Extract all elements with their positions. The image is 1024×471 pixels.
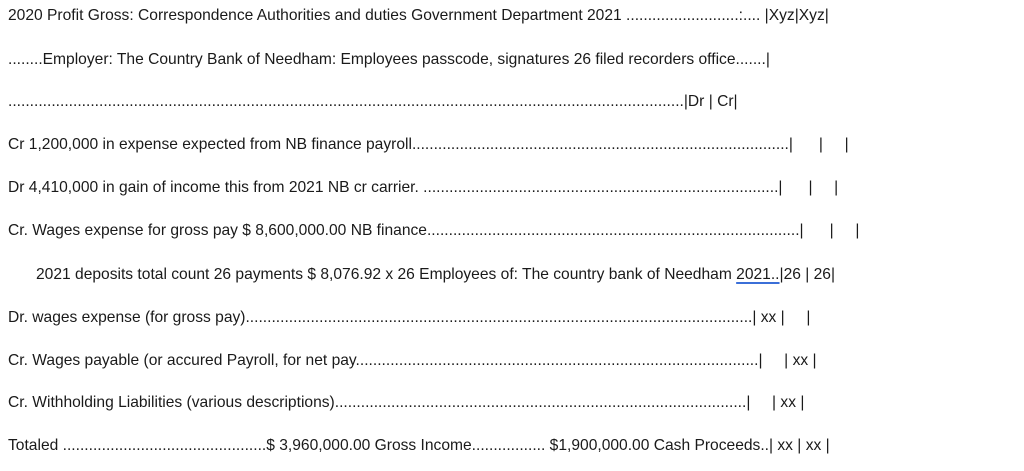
doc-line-header: 2020 Profit Gross: Correspondence Authorities and duties Government Department 2021 ..........................:.... |Xyz|Xyz| — [8, 7, 829, 24]
doc-line-totaled: Totaled ...............................................$ 3,960,000.00 Gross Income................. $1,900,000.00 Cash Proceeds..| xx | xx | — [8, 437, 830, 454]
spellcheck-flagged-word[interactable]: 2021.. — [736, 266, 780, 283]
deposits-text: 2021 deposits total count 26 payments $ 8,076.92 x 26 Employees of: The country bank of Needham — [36, 266, 737, 283]
doc-line-deposits — [36, 265, 835, 285]
doc-line-dr-gain: Dr 4,410,000 in gain of income this from 2021 NB cr carrier. ..................................................................................| | | — [8, 179, 839, 196]
deposits-tail: |26 | 26| — [779, 266, 836, 283]
doc-line-employer: ........Employer: The Country Bank of Needham: Employees passcode, signatures 26 filed recorders office.......| — [8, 51, 770, 68]
doc-line-cr-wages-payable: Cr. Wages payable (or accured Payroll, for net pay.............................................................................................| | xx | — [8, 352, 817, 369]
doc-line-cr-expense: Cr 1,200,000 in expense expected from NB finance payroll.......................................................................................| | | — [8, 136, 849, 153]
doc-line-dr-wages-expense: Dr. wages expense (for gross pay).....................................................................................................................| xx | | — [8, 309, 811, 326]
doc-line-cr-wages-expense: Cr. Wages expense for gross pay $ 8,600,000.00 NB finance......................................................................................| | | — [8, 222, 860, 239]
doc-line-dr-cr-header: ............................................................................................................................................................|Dr | Cr| — [8, 93, 738, 110]
doc-line-cr-withholding: Cr. Withholding Liabilities (various descriptions)...............................................................................................| | xx | — [8, 394, 805, 411]
